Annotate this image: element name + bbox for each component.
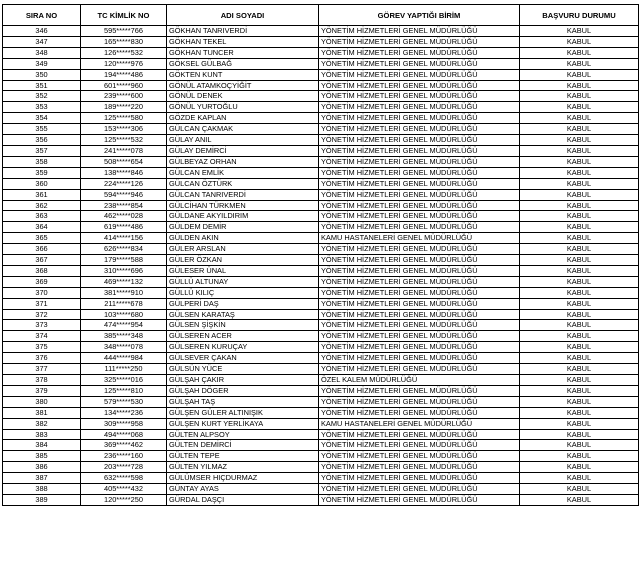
gorev-birim-cell: YÖNETİM HİZMETLERİ GENEL MÜDÜRLÜĞÜ	[319, 484, 520, 495]
table-row	[3, 26, 639, 37]
gorev-birim-cell: YÖNETİM HİZMETLERİ GENEL MÜDÜRLÜĞÜ	[319, 135, 520, 146]
gorev-birim-cell: YÖNETİM HİZMETLERİ GENEL MÜDÜRLÜĞÜ	[319, 178, 520, 189]
table-row	[3, 451, 639, 462]
basvuru-durumu-cell: KABUL	[520, 494, 639, 505]
basvuru-durumu-cell: KABUL	[520, 69, 639, 80]
basvuru-durumu-cell: KABUL	[520, 124, 639, 135]
table-row	[3, 429, 639, 440]
tc-kimlik-cell: 626*****834	[81, 244, 167, 255]
sira-no-cell: 389	[3, 494, 81, 505]
adi-soyadi-cell: GÜLAY DEMİRCİ	[167, 145, 319, 156]
basvuru-durumu-cell: KABUL	[520, 265, 639, 276]
table-row	[3, 222, 639, 233]
adi-soyadi-cell: GÜLŞAH ÇAKIR	[167, 375, 319, 386]
gorev-birim-cell: YÖNETİM HİZMETLERİ GENEL MÜDÜRLÜĞÜ	[319, 407, 520, 418]
gorev-birim-cell: YÖNETİM HİZMETLERİ GENEL MÜDÜRLÜĞÜ	[319, 211, 520, 222]
adi-soyadi-cell: GÖKHAN TUNCER	[167, 47, 319, 58]
tc-kimlik-cell: 444*****984	[81, 353, 167, 364]
adi-soyadi-cell: GÜLLÜ KILIÇ	[167, 287, 319, 298]
tc-kimlik-cell: 236*****160	[81, 451, 167, 462]
sira-no-cell: 363	[3, 211, 81, 222]
sira-no-cell: 373	[3, 320, 81, 331]
sira-no-cell: 362	[3, 200, 81, 211]
sira-no-cell: 369	[3, 276, 81, 287]
adi-soyadi-cell: GÜLSEREN KURUÇAY	[167, 342, 319, 353]
table-row	[3, 91, 639, 102]
adi-soyadi-cell: GÜLSEREN ACER	[167, 331, 319, 342]
table-row	[3, 80, 639, 91]
gorev-birim-cell: YÖNETİM HİZMETLERİ GENEL MÜDÜRLÜĞÜ	[319, 342, 520, 353]
tc-kimlik-cell: 179*****588	[81, 255, 167, 266]
gorev-birim-cell: YÖNETİM HİZMETLERİ GENEL MÜDÜRLÜĞÜ	[319, 265, 520, 276]
sira-no-cell: 376	[3, 353, 81, 364]
gorev-birim-cell: YÖNETİM HİZMETLERİ GENEL MÜDÜRLÜĞÜ	[319, 276, 520, 287]
tc-kimlik-cell: 134*****236	[81, 407, 167, 418]
adi-soyadi-cell: GÖNÜL YURTOĞLU	[167, 102, 319, 113]
table-row	[3, 189, 639, 200]
table-row	[3, 331, 639, 342]
tc-kimlik-cell: 138*****846	[81, 167, 167, 178]
table-row	[3, 233, 639, 244]
basvuru-durumu-cell: KABUL	[520, 484, 639, 495]
sira-no-cell: 366	[3, 244, 81, 255]
sira-no-cell: 384	[3, 440, 81, 451]
gorev-birim-cell: YÖNETİM HİZMETLERİ GENEL MÜDÜRLÜĞÜ	[319, 145, 520, 156]
sira-no-cell: 346	[3, 26, 81, 37]
basvuru-durumu-cell: KABUL	[520, 276, 639, 287]
sira-no-cell: 357	[3, 145, 81, 156]
header-basvuru-durumu: BAŞVURU DURUMU	[520, 5, 639, 26]
gorev-birim-cell: YÖNETİM HİZMETLERİ GENEL MÜDÜRLÜĞÜ	[319, 451, 520, 462]
table-row	[3, 200, 639, 211]
table-row	[3, 385, 639, 396]
gorev-birim-cell: YÖNETİM HİZMETLERİ GENEL MÜDÜRLÜĞÜ	[319, 298, 520, 309]
gorev-birim-cell: YÖNETİM HİZMETLERİ GENEL MÜDÜRLÜĞÜ	[319, 124, 520, 135]
table-row	[3, 484, 639, 495]
tc-kimlik-cell: 632*****598	[81, 473, 167, 484]
table-row	[3, 102, 639, 113]
tc-kimlik-cell: 469*****132	[81, 276, 167, 287]
sira-no-cell: 367	[3, 255, 81, 266]
basvuru-durumu-cell: KABUL	[520, 167, 639, 178]
basvuru-durumu-cell: KABUL	[520, 233, 639, 244]
gorev-birim-cell: YÖNETİM HİZMETLERİ GENEL MÜDÜRLÜĞÜ	[319, 244, 520, 255]
table-row	[3, 167, 639, 178]
basvuru-durumu-cell: KABUL	[520, 298, 639, 309]
adi-soyadi-cell: GÖKTEN KUNT	[167, 69, 319, 80]
adi-soyadi-cell: GÜLLÜ ALTUNAY	[167, 276, 319, 287]
gorev-birim-cell: YÖNETİM HİZMETLERİ GENEL MÜDÜRLÜĞÜ	[319, 331, 520, 342]
tc-kimlik-cell: 125*****810	[81, 385, 167, 396]
basvuru-durumu-cell: KABUL	[520, 102, 639, 113]
sira-no-cell: 387	[3, 473, 81, 484]
tc-kimlik-cell: 348*****078	[81, 342, 167, 353]
table-row	[3, 473, 639, 484]
sira-no-cell: 382	[3, 418, 81, 429]
sira-no-cell: 350	[3, 69, 81, 80]
basvuru-durumu-cell: KABUL	[520, 113, 639, 124]
sira-no-cell: 381	[3, 407, 81, 418]
basvuru-durumu-cell: KABUL	[520, 331, 639, 342]
table-row	[3, 145, 639, 156]
sira-no-cell: 388	[3, 484, 81, 495]
gorev-birim-cell: YÖNETİM HİZMETLERİ GENEL MÜDÜRLÜĞÜ	[319, 80, 520, 91]
table-row	[3, 135, 639, 146]
tc-kimlik-cell: 153*****306	[81, 124, 167, 135]
sira-no-cell: 374	[3, 331, 81, 342]
gorev-birim-cell: YÖNETİM HİZMETLERİ GENEL MÜDÜRLÜĞÜ	[319, 113, 520, 124]
basvuru-durumu-cell: KABUL	[520, 36, 639, 47]
table-row	[3, 418, 639, 429]
basvuru-durumu-cell: KABUL	[520, 156, 639, 167]
applicant-list	[2, 4, 638, 506]
sira-no-cell: 375	[3, 342, 81, 353]
tc-kimlik-cell: 120*****250	[81, 494, 167, 505]
basvuru-durumu-cell: KABUL	[520, 309, 639, 320]
basvuru-durumu-cell: KABUL	[520, 222, 639, 233]
table-row	[3, 47, 639, 58]
adi-soyadi-cell: GÜLSEN ŞİŞKİN	[167, 320, 319, 331]
table-row	[3, 156, 639, 167]
sira-no-cell: 359	[3, 167, 81, 178]
gorev-birim-cell: ÖZEL KALEM MÜDÜRLÜĞÜ	[319, 375, 520, 386]
sira-no-cell: 354	[3, 113, 81, 124]
gorev-birim-cell: YÖNETİM HİZMETLERİ GENEL MÜDÜRLÜĞÜ	[319, 91, 520, 102]
adi-soyadi-cell: GÜLPERİ DAŞ	[167, 298, 319, 309]
basvuru-durumu-cell: KABUL	[520, 418, 639, 429]
sira-no-cell: 370	[3, 287, 81, 298]
tc-kimlik-cell: 238*****854	[81, 200, 167, 211]
tc-kimlik-cell: 619*****486	[81, 222, 167, 233]
tc-kimlik-cell: 595*****766	[81, 26, 167, 37]
gorev-birim-cell: YÖNETİM HİZMETLERİ GENEL MÜDÜRLÜĞÜ	[319, 353, 520, 364]
tc-kimlik-cell: 381*****910	[81, 287, 167, 298]
gorev-birim-cell: YÖNETİM HİZMETLERİ GENEL MÜDÜRLÜĞÜ	[319, 462, 520, 473]
basvuru-durumu-cell: KABUL	[520, 178, 639, 189]
sira-no-cell: 364	[3, 222, 81, 233]
table-row	[3, 276, 639, 287]
adi-soyadi-cell: GÜLTEN DEMİRCİ	[167, 440, 319, 451]
header-tc-kimlik-no: TC KİMLİK NO	[81, 5, 167, 26]
adi-soyadi-cell: GÜLTEN TEPE	[167, 451, 319, 462]
table-row	[3, 364, 639, 375]
tc-kimlik-cell: 125*****532	[81, 135, 167, 146]
adi-soyadi-cell: GÜLŞAH DÖGER	[167, 385, 319, 396]
sira-no-cell: 349	[3, 58, 81, 69]
sira-no-cell: 383	[3, 429, 81, 440]
basvuru-durumu-cell: KABUL	[520, 473, 639, 484]
gorev-birim-cell: YÖNETİM HİZMETLERİ GENEL MÜDÜRLÜĞÜ	[319, 189, 520, 200]
tc-kimlik-cell: 494*****068	[81, 429, 167, 440]
adi-soyadi-cell: GÜLCİHAN TÜRKMEN	[167, 200, 319, 211]
header-adi-soyadi: ADI SOYADI	[167, 5, 319, 26]
table-row	[3, 494, 639, 505]
sira-no-cell: 371	[3, 298, 81, 309]
basvuru-durumu-cell: KABUL	[520, 189, 639, 200]
table-row	[3, 244, 639, 255]
tc-kimlik-cell: 203*****728	[81, 462, 167, 473]
gorev-birim-cell: YÖNETİM HİZMETLERİ GENEL MÜDÜRLÜĞÜ	[319, 385, 520, 396]
table-row	[3, 309, 639, 320]
table-row	[3, 462, 639, 473]
tc-kimlik-cell: 189*****220	[81, 102, 167, 113]
table-row	[3, 440, 639, 451]
basvuru-durumu-cell: KABUL	[520, 429, 639, 440]
gorev-birim-cell: YÖNETİM HİZMETLERİ GENEL MÜDÜRLÜĞÜ	[319, 429, 520, 440]
basvuru-durumu-cell: KABUL	[520, 407, 639, 418]
tc-kimlik-cell: 594*****946	[81, 189, 167, 200]
basvuru-durumu-cell: KABUL	[520, 342, 639, 353]
gorev-birim-cell: YÖNETİM HİZMETLERİ GENEL MÜDÜRLÜĞÜ	[319, 26, 520, 37]
gorev-birim-cell: YÖNETİM HİZMETLERİ GENEL MÜDÜRLÜĞÜ	[319, 200, 520, 211]
tc-kimlik-cell: 126*****532	[81, 47, 167, 58]
gorev-birim-cell: YÖNETİM HİZMETLERİ GENEL MÜDÜRLÜĞÜ	[319, 69, 520, 80]
gorev-birim-cell: YÖNETİM HİZMETLERİ GENEL MÜDÜRLÜĞÜ	[319, 255, 520, 266]
sira-no-cell: 353	[3, 102, 81, 113]
sira-no-cell: 358	[3, 156, 81, 167]
basvuru-durumu-cell: KABUL	[520, 255, 639, 266]
basvuru-durumu-cell: KABUL	[520, 385, 639, 396]
sira-no-cell: 372	[3, 309, 81, 320]
gorev-birim-cell: YÖNETİM HİZMETLERİ GENEL MÜDÜRLÜĞÜ	[319, 156, 520, 167]
sira-no-cell: 361	[3, 189, 81, 200]
adi-soyadi-cell: GÜLSEVER ÇAKAN	[167, 353, 319, 364]
adi-soyadi-cell: GÜLER ÖZKAN	[167, 255, 319, 266]
adi-soyadi-cell: GÜLTEN YILMAZ	[167, 462, 319, 473]
basvuru-durumu-cell: KABUL	[520, 396, 639, 407]
adi-soyadi-cell: GÜLDEM DEMİR	[167, 222, 319, 233]
gorev-birim-cell: YÖNETİM HİZMETLERİ GENEL MÜDÜRLÜĞÜ	[319, 102, 520, 113]
basvuru-durumu-cell: KABUL	[520, 211, 639, 222]
basvuru-durumu-cell: KABUL	[520, 145, 639, 156]
basvuru-durumu-cell: KABUL	[520, 364, 639, 375]
sira-no-cell: 368	[3, 265, 81, 276]
adi-soyadi-cell: GÖKHAN TEKEL	[167, 36, 319, 47]
tc-kimlik-cell: 385*****348	[81, 331, 167, 342]
tc-kimlik-cell: 508*****654	[81, 156, 167, 167]
table-row	[3, 36, 639, 47]
gorev-birim-cell: YÖNETİM HİZMETLERİ GENEL MÜDÜRLÜĞÜ	[319, 494, 520, 505]
tc-kimlik-cell: 120*****976	[81, 58, 167, 69]
adi-soyadi-cell: GÜLSEN KARATAŞ	[167, 309, 319, 320]
basvuru-durumu-cell: KABUL	[520, 47, 639, 58]
table-row	[3, 113, 639, 124]
gorev-birim-cell: YÖNETİM HİZMETLERİ GENEL MÜDÜRLÜĞÜ	[319, 309, 520, 320]
adi-soyadi-cell: GÜLŞEN KURT YERLİKAYA	[167, 418, 319, 429]
tc-kimlik-cell: 239*****600	[81, 91, 167, 102]
tc-kimlik-cell: 103*****680	[81, 309, 167, 320]
table-row	[3, 255, 639, 266]
header-sira-no: SIRA NO	[3, 5, 81, 26]
table-row	[3, 320, 639, 331]
sira-no-cell: 355	[3, 124, 81, 135]
adi-soyadi-cell: GÜLBEYAZ ORHAN	[167, 156, 319, 167]
basvuru-durumu-cell: KABUL	[520, 462, 639, 473]
table-row	[3, 375, 639, 386]
table-row	[3, 407, 639, 418]
basvuru-durumu-cell: KABUL	[520, 375, 639, 386]
adi-soyadi-cell: GÖKSEL GÜLBAĞ	[167, 58, 319, 69]
gorev-birim-cell: YÖNETİM HİZMETLERİ GENEL MÜDÜRLÜĞÜ	[319, 36, 520, 47]
adi-soyadi-cell: GÖKHAN TANRIVERDİ	[167, 26, 319, 37]
tc-kimlik-cell: 325*****016	[81, 375, 167, 386]
tc-kimlik-cell: 224*****126	[81, 178, 167, 189]
sira-no-cell: 365	[3, 233, 81, 244]
gorev-birim-cell: YÖNETİM HİZMETLERİ GENEL MÜDÜRLÜĞÜ	[319, 473, 520, 484]
basvuru-durumu-cell: KABUL	[520, 440, 639, 451]
adi-soyadi-cell: GÖZDE KAPLAN	[167, 113, 319, 124]
tc-kimlik-cell: 462*****028	[81, 211, 167, 222]
applicant-table	[2, 4, 639, 506]
gorev-birim-cell: YÖNETİM HİZMETLERİ GENEL MÜDÜRLÜĞÜ	[319, 320, 520, 331]
sira-no-cell: 348	[3, 47, 81, 58]
table-row	[3, 69, 639, 80]
table-row	[3, 353, 639, 364]
adi-soyadi-cell: GÜNTAY AYAS	[167, 484, 319, 495]
gorev-birim-cell: YÖNETİM HİZMETLERİ GENEL MÜDÜRLÜĞÜ	[319, 440, 520, 451]
adi-soyadi-cell: GÖNÜL DENEK	[167, 91, 319, 102]
basvuru-durumu-cell: KABUL	[520, 353, 639, 364]
adi-soyadi-cell: GÜLSÜN YÜCE	[167, 364, 319, 375]
tc-kimlik-cell: 405*****432	[81, 484, 167, 495]
adi-soyadi-cell: GÜLŞAH TAŞ	[167, 396, 319, 407]
tc-kimlik-cell: 414*****156	[81, 233, 167, 244]
table-row	[3, 342, 639, 353]
tc-kimlik-cell: 111*****250	[81, 364, 167, 375]
basvuru-durumu-cell: KABUL	[520, 244, 639, 255]
sira-no-cell: 378	[3, 375, 81, 386]
sira-no-cell: 377	[3, 364, 81, 375]
gorev-birim-cell: YÖNETİM HİZMETLERİ GENEL MÜDÜRLÜĞÜ	[319, 364, 520, 375]
adi-soyadi-cell: GÖNÜL ATAMKOÇYİĞİT	[167, 80, 319, 91]
adi-soyadi-cell: GÜLER ARSLAN	[167, 244, 319, 255]
adi-soyadi-cell: GÜLCAN EMLİK	[167, 167, 319, 178]
sira-no-cell: 385	[3, 451, 81, 462]
basvuru-durumu-cell: KABUL	[520, 135, 639, 146]
tc-kimlik-cell: 474*****954	[81, 320, 167, 331]
adi-soyadi-cell: GÜLESER ÜNAL	[167, 265, 319, 276]
table-row	[3, 265, 639, 276]
sira-no-cell: 380	[3, 396, 81, 407]
gorev-birim-cell: YÖNETİM HİZMETLERİ GENEL MÜDÜRLÜĞÜ	[319, 222, 520, 233]
tc-kimlik-cell: 241*****078	[81, 145, 167, 156]
sira-no-cell: 379	[3, 385, 81, 396]
basvuru-durumu-cell: KABUL	[520, 200, 639, 211]
table-row	[3, 211, 639, 222]
gorev-birim-cell: YÖNETİM HİZMETLERİ GENEL MÜDÜRLÜĞÜ	[319, 47, 520, 58]
gorev-birim-cell: YÖNETİM HİZMETLERİ GENEL MÜDÜRLÜĞÜ	[319, 287, 520, 298]
gorev-birim-cell: KAMU HASTANELERİ GENEL MÜDÜRLÜĞÜ	[319, 233, 520, 244]
adi-soyadi-cell: GÜLŞEN GÜLER ALTINIŞIK	[167, 407, 319, 418]
basvuru-durumu-cell: KABUL	[520, 320, 639, 331]
basvuru-durumu-cell: KABUL	[520, 26, 639, 37]
tc-kimlik-cell: 310*****696	[81, 265, 167, 276]
gorev-birim-cell: KAMU HASTANELERİ GENEL MÜDÜRLÜĞÜ	[319, 418, 520, 429]
table-row	[3, 396, 639, 407]
adi-soyadi-cell: GÜLAY ANIL	[167, 135, 319, 146]
adi-soyadi-cell: GÜLTEN ALPSOY	[167, 429, 319, 440]
sira-no-cell: 352	[3, 91, 81, 102]
sira-no-cell: 347	[3, 36, 81, 47]
tc-kimlik-cell: 194*****486	[81, 69, 167, 80]
table-row	[3, 58, 639, 69]
tc-kimlik-cell: 369*****462	[81, 440, 167, 451]
table-row	[3, 298, 639, 309]
header-gorev-birim: GÖREV YAPTIĞI BİRİM	[319, 5, 520, 26]
sira-no-cell: 386	[3, 462, 81, 473]
adi-soyadi-cell: GÜLÜMSER HIÇDURMAZ	[167, 473, 319, 484]
adi-soyadi-cell: GÜLDEN AKIN	[167, 233, 319, 244]
gorev-birim-cell: YÖNETİM HİZMETLERİ GENEL MÜDÜRLÜĞÜ	[319, 167, 520, 178]
tc-kimlik-cell: 579*****530	[81, 396, 167, 407]
basvuru-durumu-cell: KABUL	[520, 91, 639, 102]
adi-soyadi-cell: GÜLDANE AKYILDIRIM	[167, 211, 319, 222]
sira-no-cell: 360	[3, 178, 81, 189]
basvuru-durumu-cell: KABUL	[520, 80, 639, 91]
table-body	[3, 26, 639, 506]
tc-kimlik-cell: 211*****678	[81, 298, 167, 309]
basvuru-durumu-cell: KABUL	[520, 58, 639, 69]
adi-soyadi-cell: GÜLCAN ÇAKMAK	[167, 124, 319, 135]
gorev-birim-cell: YÖNETİM HİZMETLERİ GENEL MÜDÜRLÜĞÜ	[319, 58, 520, 69]
adi-soyadi-cell: GÜRDAL DAŞÇI	[167, 494, 319, 505]
header-row	[3, 5, 639, 26]
table-row	[3, 178, 639, 189]
sira-no-cell: 351	[3, 80, 81, 91]
table-row	[3, 124, 639, 135]
tc-kimlik-cell: 125*****580	[81, 113, 167, 124]
tc-kimlik-cell: 309*****958	[81, 418, 167, 429]
sira-no-cell: 356	[3, 135, 81, 146]
adi-soyadi-cell: GÜLCAN ÖZTÜRK	[167, 178, 319, 189]
adi-soyadi-cell: GÜLCAN TANRIVERDİ	[167, 189, 319, 200]
basvuru-durumu-cell: KABUL	[520, 287, 639, 298]
gorev-birim-cell: YÖNETİM HİZMETLERİ GENEL MÜDÜRLÜĞÜ	[319, 396, 520, 407]
tc-kimlik-cell: 165*****830	[81, 36, 167, 47]
tc-kimlik-cell: 601*****960	[81, 80, 167, 91]
table-row	[3, 287, 639, 298]
basvuru-durumu-cell: KABUL	[520, 451, 639, 462]
